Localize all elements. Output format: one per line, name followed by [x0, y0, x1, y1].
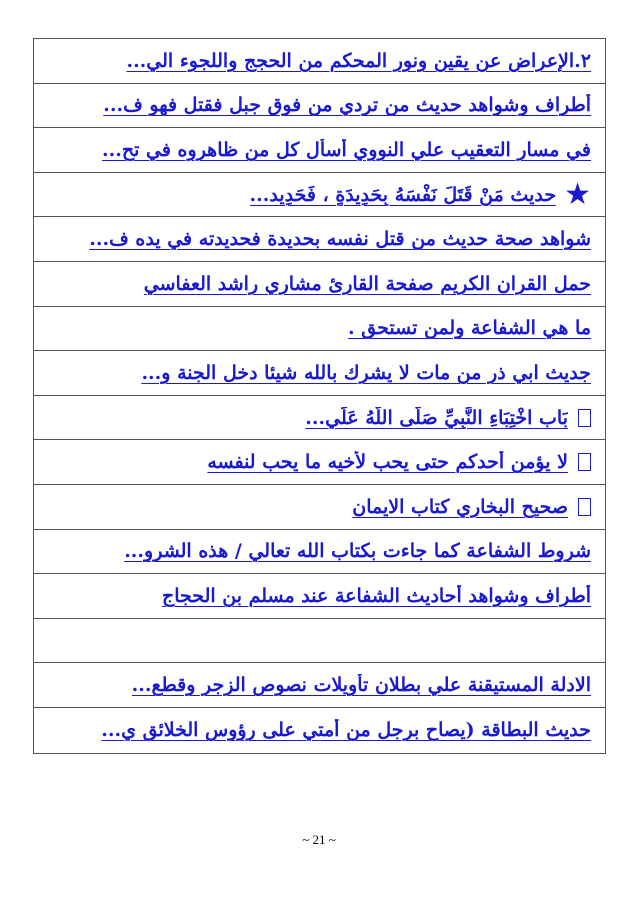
- toc-link[interactable]: شروط الشفاعة كما جاءت بكتاب الله تعالي / هذه الشرو...: [124, 540, 591, 563]
- star-icon: ★: [564, 176, 591, 212]
- toc-link[interactable]: شواهد صحة حديث من قتل نفسه بحديدة فحديدته في يده ف...: [89, 228, 591, 251]
- toc-link[interactable]: حديث مَنْ قَتَلَ نَفْسَهُ بِحَدِيدَةٍ ، فَحَدِيد...: [249, 183, 557, 206]
- toc-link[interactable]: أطراف وشواهد أحاديث الشفاعة عند مسلم بن الحجاج: [161, 584, 591, 607]
- toc-row: [34, 351, 605, 396]
- box-icon: [578, 409, 591, 427]
- box-icon: [578, 498, 591, 516]
- toc-row: [34, 663, 605, 708]
- toc-link[interactable]: في مسار التعقيب علي النووي أسأل كل من ظاهروه في تح...: [102, 138, 591, 161]
- toc-link[interactable]: ٢.الإعراض عن يقين ونور المحكم من الحجج واللجوء الي...: [126, 49, 591, 72]
- toc-row: [34, 440, 605, 485]
- toc-link[interactable]: الادلة المستيقنة علي بطلان تأويلات نصوص الزجر وقطع...: [131, 674, 591, 697]
- toc-row: [34, 307, 605, 352]
- toc-row: [34, 128, 605, 173]
- toc-row: [34, 173, 605, 218]
- toc-row: [34, 39, 605, 84]
- toc-row: [34, 530, 605, 575]
- toc-link[interactable]: أطراف وشواهد حديث من تردي من فوق جبل فقتل فهو ف...: [103, 94, 591, 117]
- toc-row: [34, 262, 605, 307]
- toc-row: [34, 84, 605, 129]
- box-icon: [578, 453, 591, 471]
- toc-link[interactable]: حديث البطاقة (يصاح برجل من أمتي على رؤوس الخلائق ي...: [101, 719, 591, 742]
- toc-row: [34, 485, 605, 530]
- toc-link[interactable]: بَاب اخْتِبَاءِ النَّبِيِّ صَلَّى اللَّهُ عَلَي...: [305, 406, 568, 429]
- toc-link[interactable]: صحيح البخاري كتاب الايمان: [352, 495, 568, 518]
- toc-link[interactable]: ما هي الشفاعة ولمن تستحق .: [348, 317, 591, 340]
- toc-link[interactable]: حمل القران الكريم صفحة القارئ مشاري راشد العفاسي: [143, 272, 591, 295]
- toc-row-empty: [34, 619, 605, 664]
- toc-row: [34, 574, 605, 619]
- page-number: ~ 21 ~: [302, 832, 336, 847]
- toc-table: [33, 38, 606, 754]
- toc-row: [34, 217, 605, 262]
- toc-link[interactable]: لا يؤمن أحدكم حتى يحب لأخيه ما يحب لنفسه: [207, 451, 568, 474]
- toc-row: [34, 708, 605, 753]
- toc-link[interactable]: جديث ابي ذر من مات لا يشرك بالله شيئا دخل الجنة و...: [141, 361, 591, 384]
- toc-row: [34, 396, 605, 441]
